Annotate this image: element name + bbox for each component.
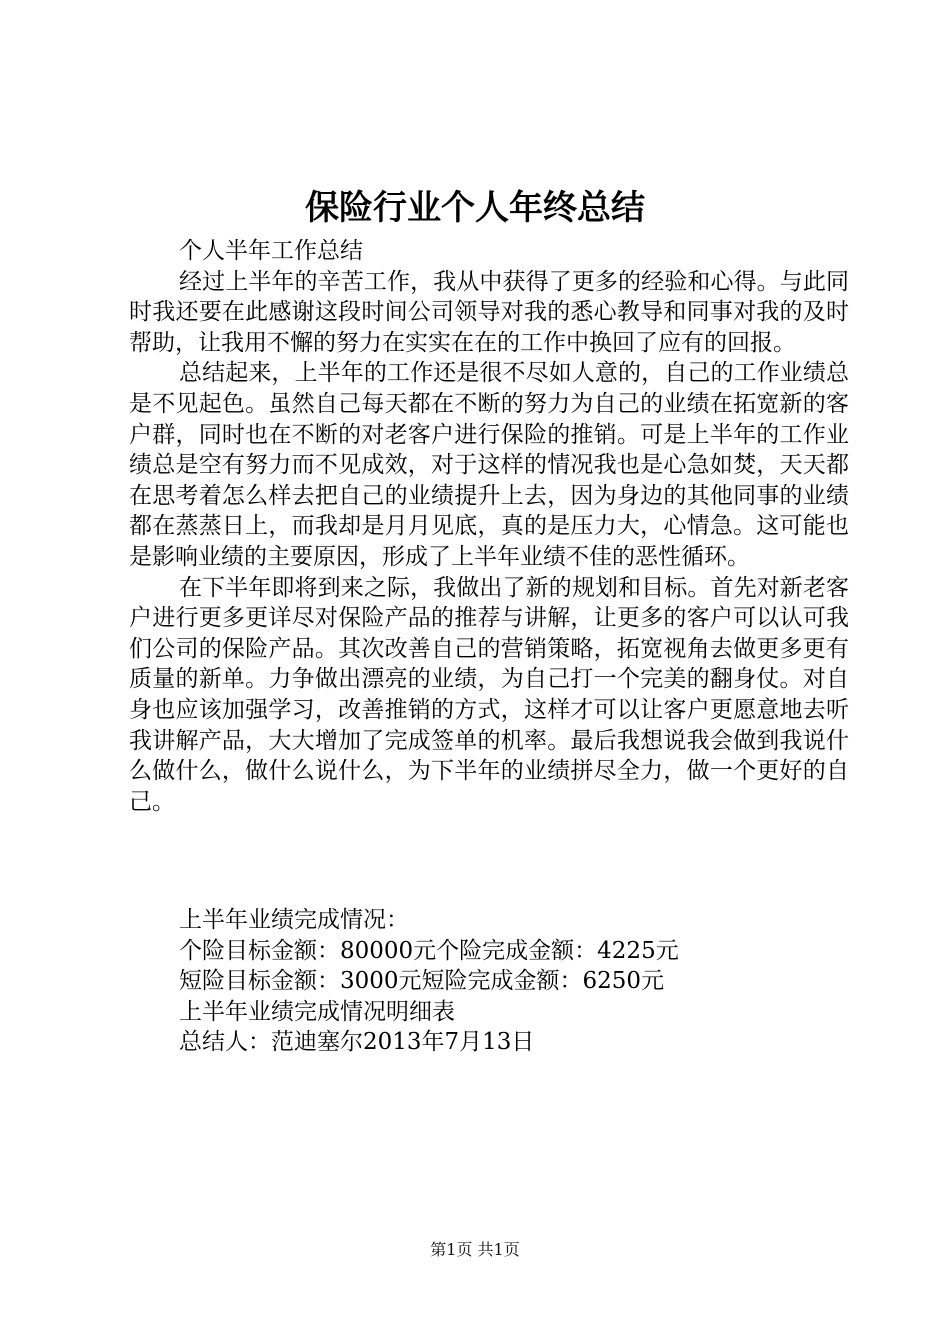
paragraph-1: 经过上半年的辛苦工作，我从中获得了更多的经验和心得。与此同时我还要在此感谢这段时间公司领导对我的悉心教导和同事对我的及时帮助，让我用不懈的努力在实实在在的工作中换回了应有的回报。 [129,268,849,356]
summary-heading: 上半年业绩完成情况： [179,907,409,933]
detail-table-label: 上半年业绩完成情况明细表 [179,998,455,1025]
section-heading: 个人半年工作总结 [179,238,363,264]
page-number: 第1页 共1页 [430,1240,520,1259]
document-title: 保险行业个人年终总结 [305,188,645,228]
short-term-insurance-line: 短险目标金额：3000元短险完成金额：6250元 [179,968,665,995]
document-body [129,236,849,817]
personal-insurance-line: 个险目标金额：80000元个险完成金额：4225元 [179,937,679,964]
performance-summary [179,905,859,1058]
paragraph-3: 在下半年即将到来之际，我做出了新的规划和目标。首先对新老客户进行更多更详尽对保险产品的推荐与讲解，让更多的客户可以认可我们公司的保险产品。其次改善自己的营销策略，拓宽视角去做更多更有质量的新单。力争做出漂亮的业绩，为自己打一个完美的翻身仗。对自身也应该加强学习，改善推销的方式，这样才可以让客户更愿意地去听我讲解产品，大大增加了完成签单的机率。最后我想说我会做到我说什么做什么，做什么说什么，为下半年的业绩拼尽全力，做一个更好的自己。 [129,574,849,815]
paragraph-2: 总结起来，上半年的工作还是很不尽如人意的，自己的工作业绩总是不见起色。虽然自己每天都在不断的努力为自己的业绩在拓宽新的客户群，同时也在不断的对老客户进行保险的推销。可是上半年的工作业绩总是空有努力而不见成效，对于这样的情况我也是心急如焚，天天都在思考着怎么样去把自己的业绩提升上去，因为身边的其他同事的业绩都在蒸蒸日上，而我却是月月见底，真的是压力大，心情急。这可能也是影响业绩的主要原因，形成了上半年业绩不佳的恶性循环。 [129,360,849,570]
signature-line: 总结人：范迪塞尔2013年7月13日 [179,1029,535,1056]
